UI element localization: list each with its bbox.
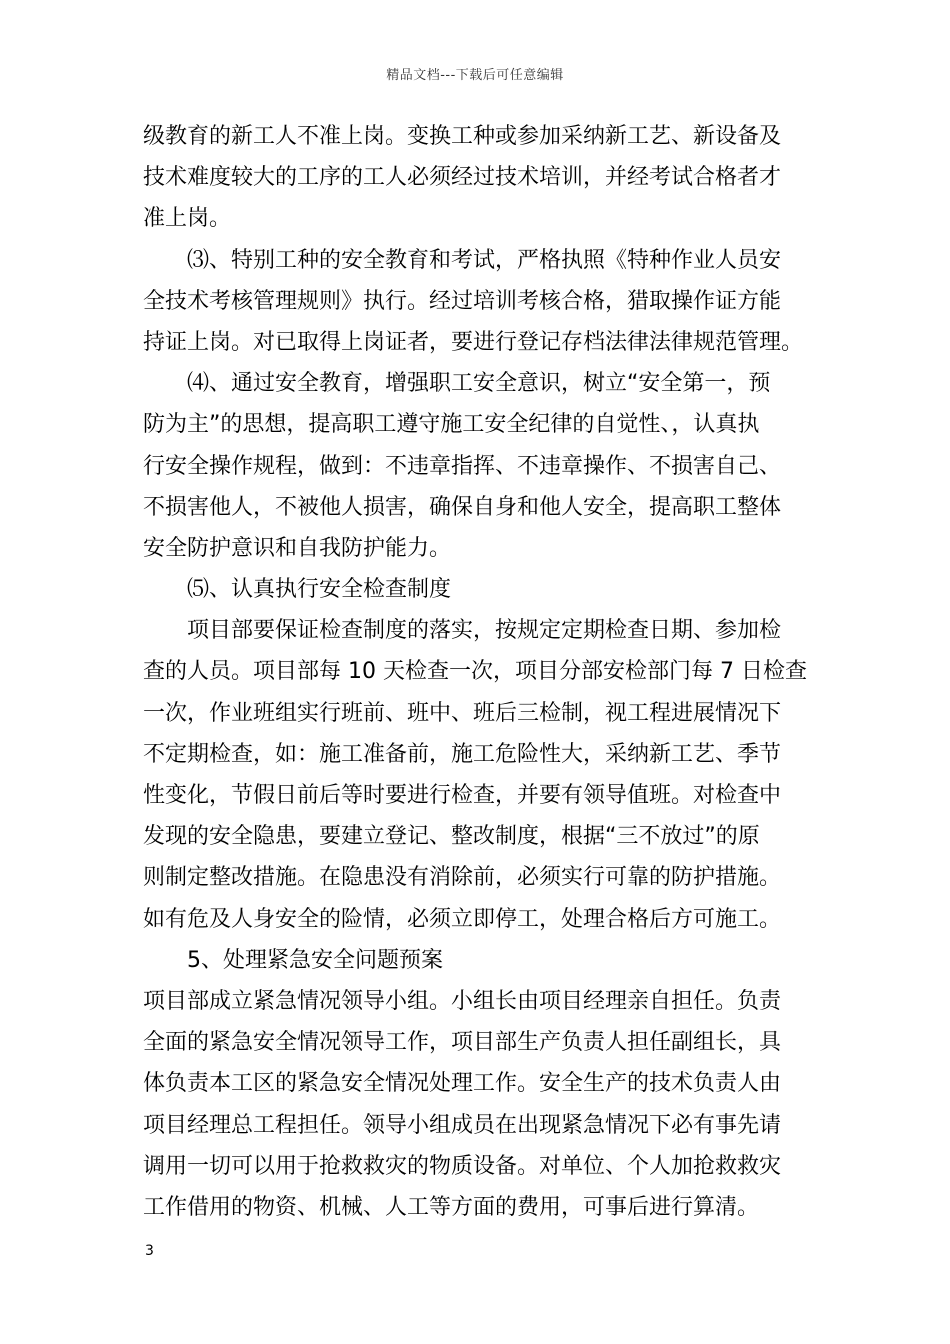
document-body bbox=[143, 116, 811, 1228]
text-line: 调用一切可以用于抢救救灾的物质设备。对单位、个人加抢救救灾 bbox=[143, 1153, 782, 1179]
text-line: ⑸、认真执行安全检查制度 bbox=[187, 577, 452, 603]
text-line: ⑷、通过安全教育，增强职工安全意识，树立“安全第一，预 bbox=[187, 371, 771, 397]
text-line: 发现的安全隐患，要建立登记、整改制度，根据“三不放过”的原 bbox=[143, 824, 760, 850]
text-line: 体负责本工区的紧急安全情况处理工作。安全生产的技术负责人由 bbox=[143, 1071, 782, 1097]
text-line: 查的人员。项目部每 10 天检查一次，项目分部安检部门每 7 日检查 bbox=[143, 659, 807, 685]
text-line: 不损害他人，不被他人损害，确保自身和他人安全，提高职工整体 bbox=[143, 494, 782, 520]
text-line: 持证上岗。对已取得上岗证者，要进行登记存档法律法律规范管理。 bbox=[143, 329, 804, 355]
text-line: 级教育的新工人不准上岗。变换工种或参加采纳新工艺、新设备及 bbox=[143, 124, 782, 149]
page-header: 精品文档---下载后可任意编辑 bbox=[386, 68, 564, 83]
text-line: 防为主”的思想，提高职工遵守施工安全纪律的自觉性、，认真执 bbox=[143, 412, 760, 438]
text-line: 则制定整改措施。在隐患没有消除前，必须实行可靠的防护措施。 bbox=[143, 865, 782, 891]
text-line: 技术难度较大的工序的工人必须经过技术培训，并经考试合格者才 bbox=[143, 165, 782, 191]
text-line: 项目部成立紧急情况领导小组。小组长由项目经理亲自担任。负责 bbox=[143, 988, 782, 1014]
text-line: 准上岗。 bbox=[143, 206, 232, 232]
text-line: 安全防护意识和自我防护能力。 bbox=[143, 535, 452, 561]
text-line: ⑶、特别工种的安全教育和考试，严格执照《特种作业人员安 bbox=[187, 247, 782, 273]
text-line: 项目部要保证检查制度的落实，按规定定期检查日期、参加检 bbox=[187, 618, 782, 644]
text-line: 全技术考核管理规则》执行。经过培训考核合格，猎取操作证方能 bbox=[143, 288, 782, 314]
text-line: 工作借用的物资、机械、人工等方面的费用，可事后进行算清。 bbox=[143, 1194, 760, 1220]
text-line: 全面的紧急安全情况领导工作，项目部生产负责人担任副组长，具 bbox=[143, 1030, 782, 1056]
text-line: 5、处理紧急安全问题预案 bbox=[187, 947, 443, 973]
text-line: 性变化，节假日前后等时要进行检查，并要有领导值班。对检查中 bbox=[143, 783, 782, 808]
text-line: 项目经理总工程担任。领导小组成员在出现紧急情况下必有事先请 bbox=[143, 1112, 782, 1138]
text-line: 行安全操作规程，做到：不违章指挥、不违章操作、不损害自己、 bbox=[143, 453, 782, 479]
text-line: 如有危及人身安全的险情，必须立即停工，处理合格后方可施工。 bbox=[143, 906, 782, 932]
text-line: 不定期检查，如：施工准备前，施工危险性大，采纳新工艺、季节 bbox=[143, 741, 782, 767]
page-number: 3 bbox=[145, 1243, 154, 1259]
text-line: 一次，作业班组实行班前、班中、班后三检制，视工程进展情况下 bbox=[143, 700, 782, 726]
